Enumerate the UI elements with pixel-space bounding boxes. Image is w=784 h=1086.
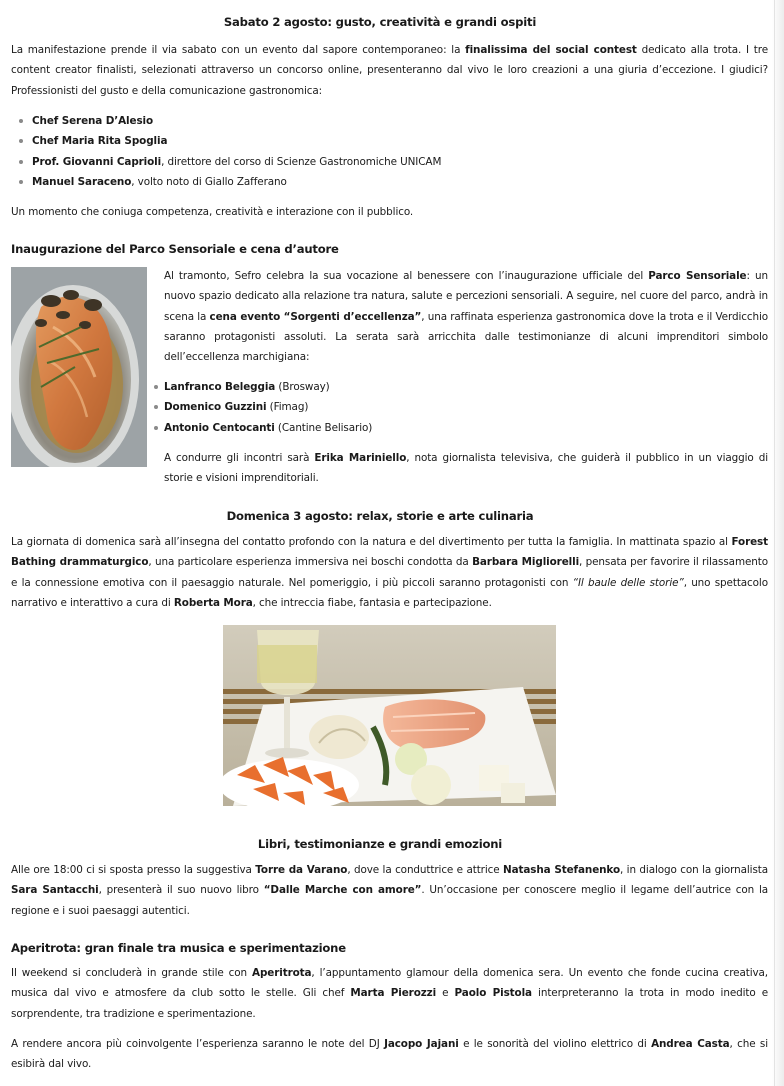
host-paragraph: A condurre gli incontri sarà Erika Mariniello, nota giornalista televisiva, che guiderà il pubblico in un viaggio di storie e visioni imprenditoriali. (164, 452, 768, 485)
closing-paragraph: Un momento che coniuga competenza, creatività e interazione con il pubblico. (11, 206, 414, 218)
section-title-domenica: Domenica 3 agosto: relax, storie e arte culinaria (226, 509, 534, 523)
list-item: Chef Maria Rita Spoglia (11, 131, 768, 151)
list-item: Lanfranco Beleggia (Brosway) (152, 377, 768, 397)
section-title-libri: Libri, testimonianze e grandi emozioni (257, 837, 503, 851)
judges-list (11, 111, 768, 192)
entrepreneurs-list (152, 377, 768, 438)
trout-dish-photo (11, 267, 147, 467)
list-item: Prof. Giovanni Caprioli, direttore del corso di Scienze Gastronomiche UNICAM (11, 152, 768, 172)
section-title-aperitrota: Aperitrota: gran finale tra musica e sperimentazione (11, 941, 346, 955)
section-title-parco-sensoriale: Inaugurazione del Parco Sensoriale e cena d’autore (11, 242, 339, 256)
aperitrota-paragraph: Il weekend si concluderà in grande stile con Aperitrota, l’appuntamento glamour della domenica sera. Un evento che fonde cucina creativa, musica dal vivo e atmosfere da club sotto le stelle. Gli chef Marta Pierozzi e Paolo Pistola interpreteranno la trota in modo inedito e sorprendente, tra tradizione e sperimentazione. (11, 967, 769, 1020)
libri-paragraph: Alle ore 18:00 ci si sposta presso la suggestiva Torre da Varano, dove la conduttrice e attrice Natasha Stefanenko, in dialogo con la giornalista Sara Santacchi, presenterà il suo nuovo libro “Dalle Marche con amore”. Un’occasione per conoscere meglio il legame dell’autrice con la regione e i suoi paesaggi autentici. (11, 864, 769, 917)
domenica-paragraph: La giornata di domenica sarà all’insegna del contatto profondo con la natura e del divertimento per tutta la famiglia. In mattinata spazio al Forest Bathing drammaturgico, una particolare esperienza immersiva nei boschi condotta da Barbara Migliorelli, pensata per favorire il rilassamento e la connessione emotiva con il paesaggio naturale. Nel pomeriggio, i più piccoli saranno protagonisti con “Il baule delle storie”, uno spettacolo narrativo e interattivo a cura di Roberta Mora, che intreccia fiabe, fantasia e partecipazione. (11, 536, 768, 609)
trout-platter-photo (223, 625, 556, 806)
page-edge (772, 0, 784, 1086)
list-item: Domenico Guzzini (Fimag) (152, 397, 768, 417)
section-title-sabato: Sabato 2 agosto: gusto, creatività e grandi ospiti (223, 15, 537, 29)
parco-paragraph: Al tramonto, Sefro celebra la sua vocazione al benessere con l’inaugurazione ufficiale del Parco Sensoriale: un nuovo spazio dedicato alla relazione tra natura, salute e percezioni sensoriali. A seguire, nel cuore del parco, andrà in scena la cena evento “Sorgenti d’eccellenza”, una raffinata esperienza gastronomica dove la trota e il Verdicchio saranno protagonisti assoluti. La serata sarà arricchita dalle testimonianze di alcuni imprenditori simbolo dell’eccellenza marchigiana: (164, 270, 768, 364)
intro-paragraph: La manifestazione prende il via sabato con un evento dal sapore contemporaneo: la finalissima del social contest dedicato alla trota. I tre content creator finalisti, selezionati attraverso un concorso online, presenteranno dal vivo le loro creazioni a una giuria d’eccezione. I giudici? Professionisti del gusto e della comunicazione gastronomica: (11, 44, 768, 97)
list-item: Chef Serena D’Alesio (11, 111, 768, 131)
list-item: Manuel Saraceno, volto noto di Giallo Zafferano (11, 172, 768, 192)
music-paragraph: A rendere ancora più coinvolgente l’esperienza saranno le note del DJ Jacopo Jajani e le sonorità del violino elettrico di Andrea Casta, che si esibirà dal vivo. (11, 1038, 768, 1071)
list-item: Antonio Centocanti (Cantine Belisario) (152, 418, 768, 438)
